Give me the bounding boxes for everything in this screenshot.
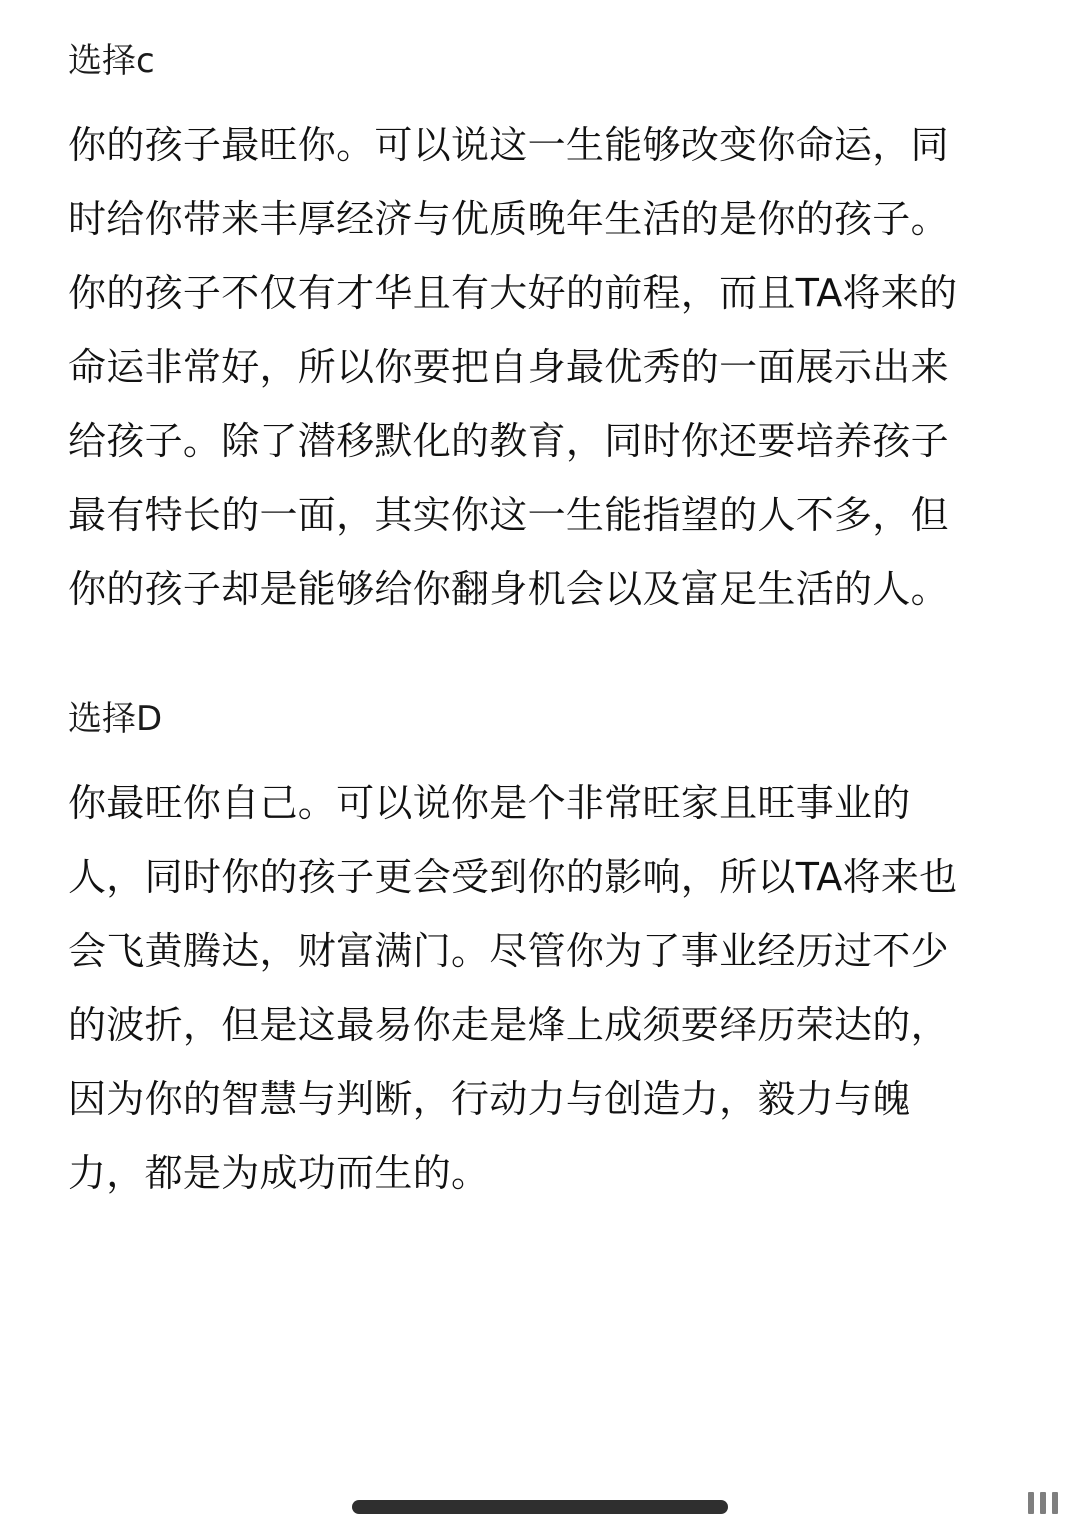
choice-body-d <box>68 766 1008 1210</box>
watermark-bar-icon <box>1040 1492 1046 1514</box>
article-content <box>68 32 1008 1210</box>
choice-section-c <box>68 32 1008 626</box>
text-line: 你最旺你自己。可以说你是个非常旺家且旺事业的 <box>68 781 911 825</box>
watermark-bar-icon <box>1052 1492 1058 1514</box>
text-line: 你的孩子不仅有才华且有大好的前程，而且TA将来的 <box>68 271 958 315</box>
choice-title-d: 选择D <box>68 699 163 739</box>
watermark-logo <box>1028 1492 1058 1514</box>
text-line: 命运非常好，所以你要把自身最优秀的一面展示出来 <box>68 345 949 389</box>
text-line: 人，同时你的孩子更会受到你的影响，所以TA将来也 <box>68 855 958 899</box>
text-line: 最有特长的一面，其实你这一生能指望的人不多，但 <box>68 493 949 537</box>
watermark-bar-icon <box>1028 1492 1034 1514</box>
text-line: 的波折，但是这最易你走是烽上成须要绎历荣达的， <box>68 1003 949 1047</box>
text-line: 力，都是为成功而生的。 <box>68 1151 490 1195</box>
choice-title-c: 选择c <box>68 41 155 81</box>
choice-section-d <box>68 690 1008 1210</box>
text-line: 你的孩子最旺你。可以说这一生能够改变你命运，同 <box>68 123 949 167</box>
text-line: 时给你带来丰厚经济与优质晚年生活的是你的孩子。 <box>68 197 949 241</box>
choice-body-c <box>68 108 1008 626</box>
text-line: 会飞黄腾达，财富满门。尽管你为了事业经历过不少 <box>68 929 949 973</box>
home-indicator[interactable] <box>352 1500 728 1514</box>
text-line: 你的孩子却是能够给你翻身机会以及富足生活的人。 <box>68 567 949 611</box>
text-line: 给孩子。除了潜移默化的教育，同时你还要培养孩子 <box>68 419 949 463</box>
text-line: 因为你的智慧与判断，行动力与创造力，毅力与魄 <box>68 1077 911 1121</box>
